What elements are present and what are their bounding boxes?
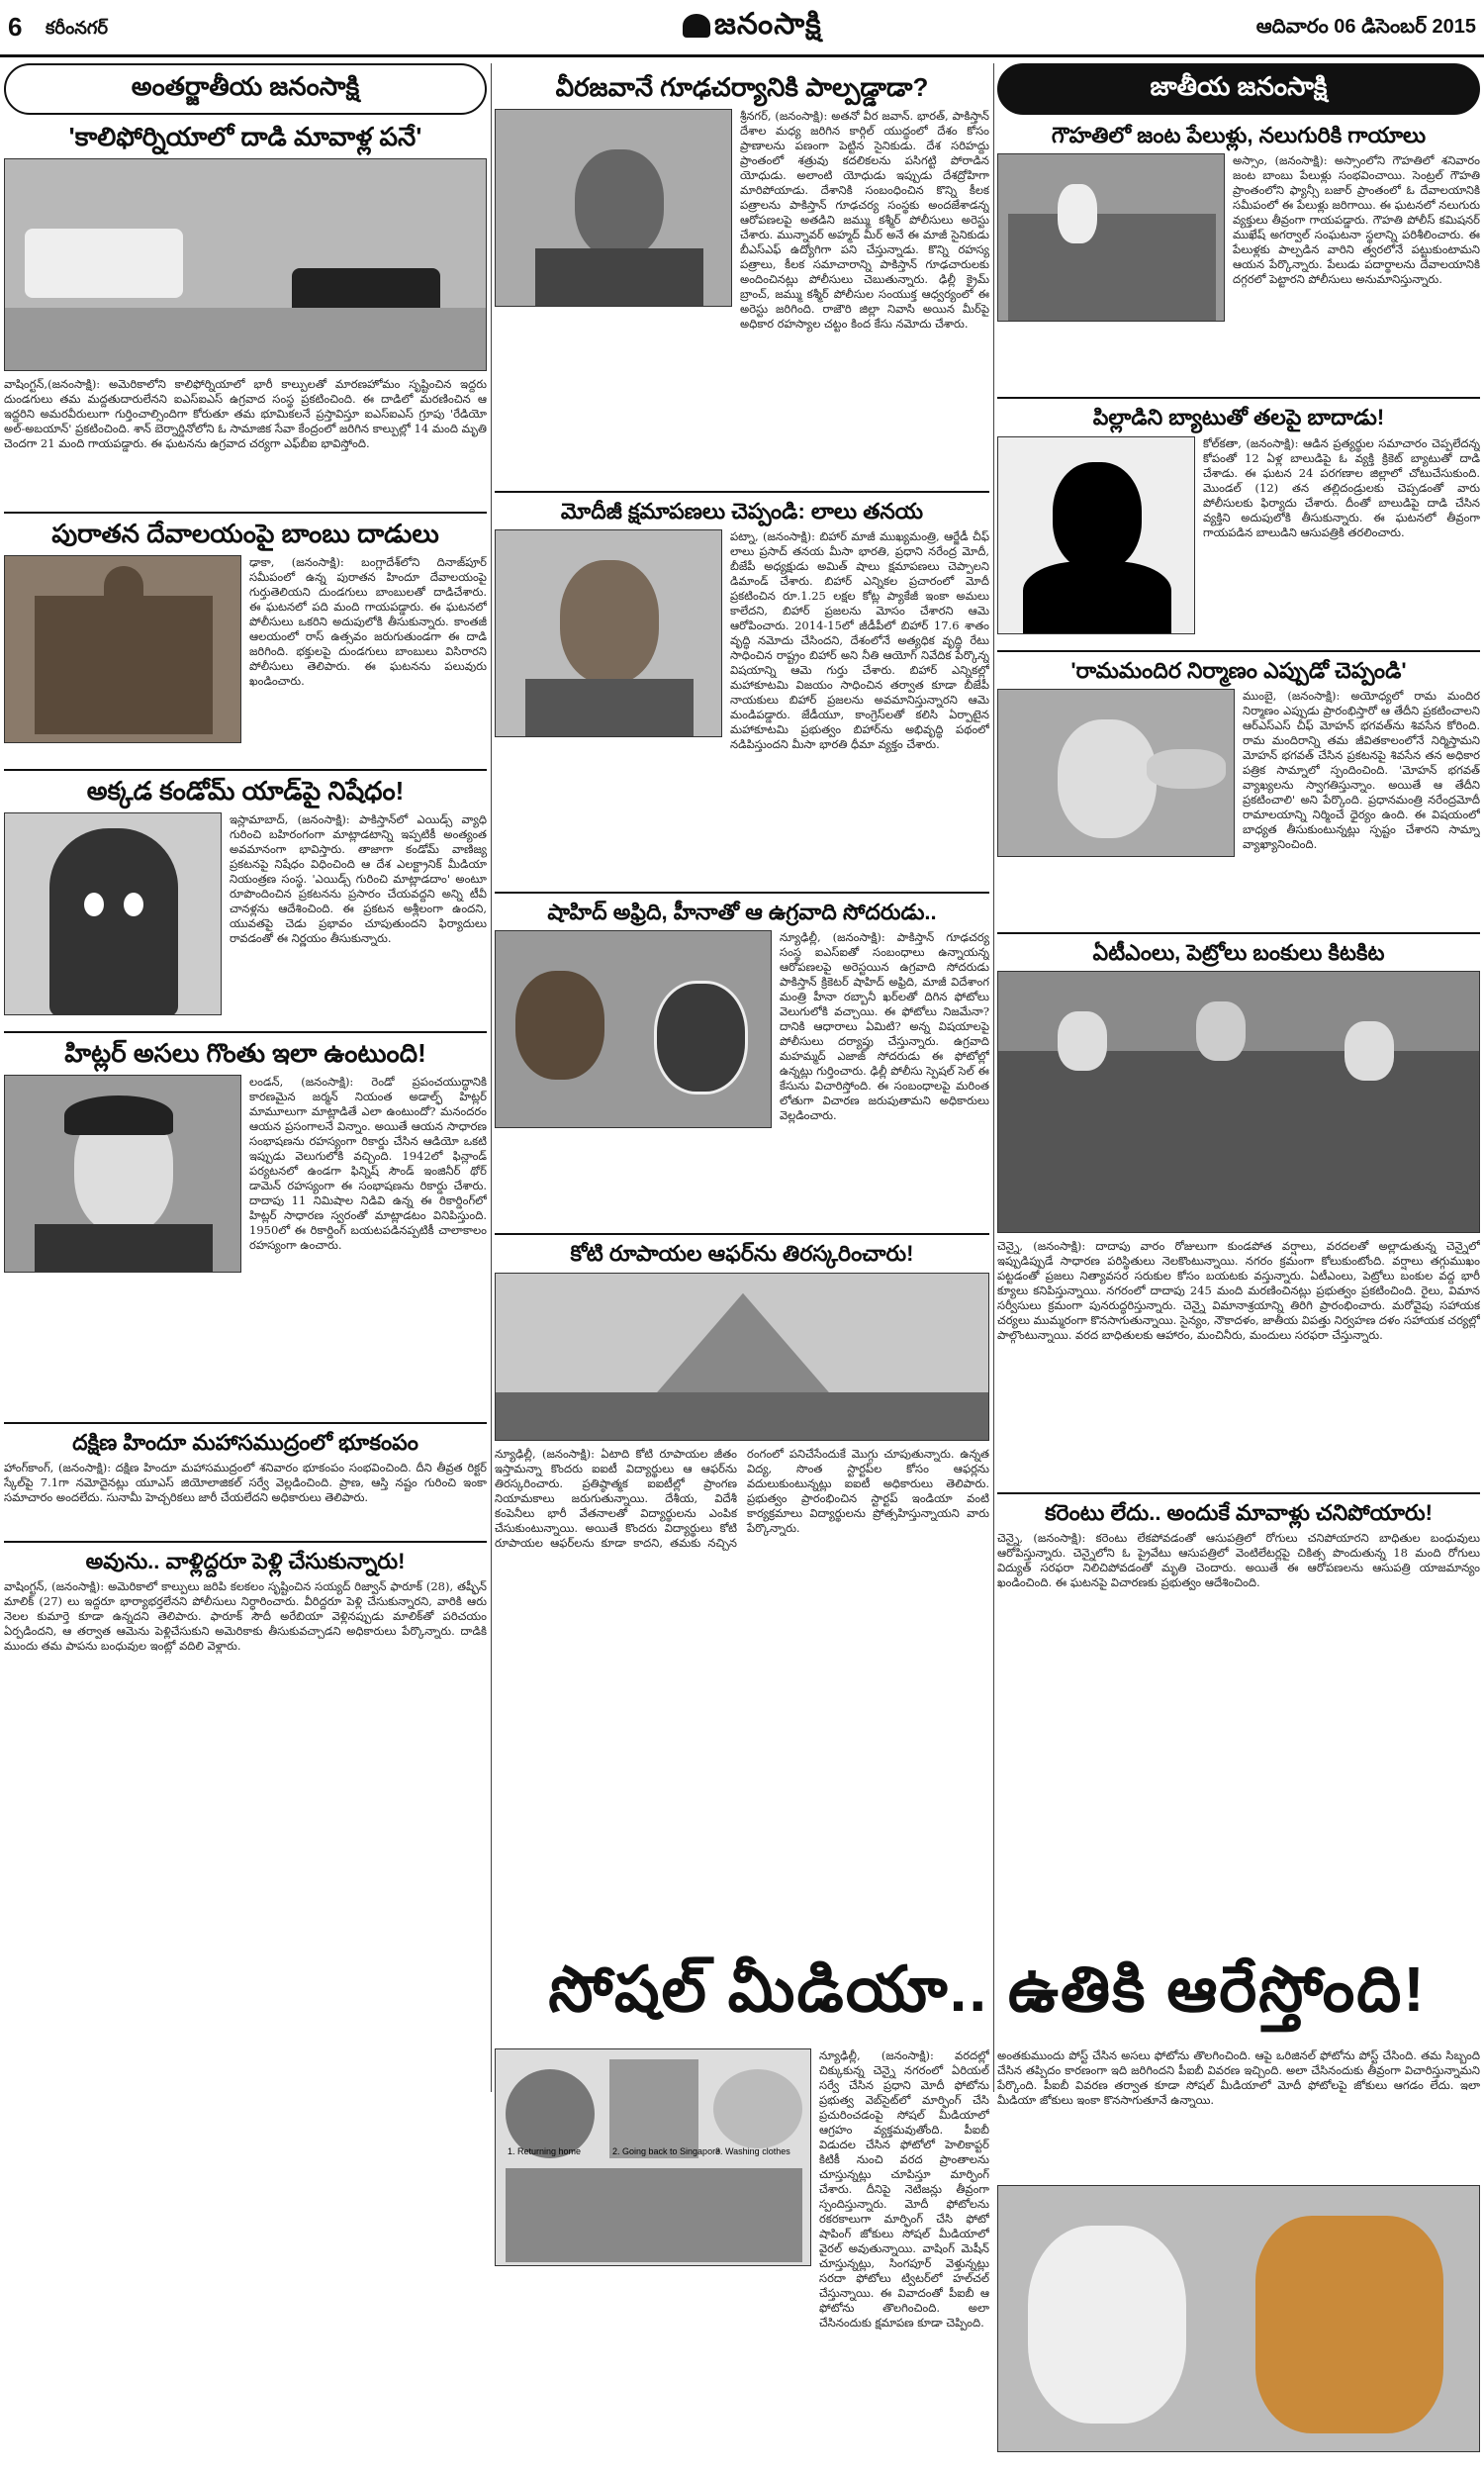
article-headline: దక్షిణ హిందూ మహాసముద్రంలో భూకంపం	[72, 1429, 418, 1455]
edition-name: కరీంనగర్	[46, 18, 108, 38]
article-body: పట్నా, (జనంసాక్షి): బిహార్ మాజీ ముఖ్యమంత్రి, ఆర్జేడీ చీఫ్ లాలు ప్రసాద్ తనయ మీసా భారతి, ప్రధాని నరేంద్ర మోదీ, బీజేపీ అధ్యక్షుడు అమిత్ షాలు క్షమాపణలు చెప్పాలని డిమాండ్ చేశారు. బిహార్ ఎన్నికల ప్రచారంలో మోదీ ప్రకటించిన రూ.1.25 లక్షల కోట్ల ప్యాకేజీ ఇంకా అమలు కాలేదని, బిహార్ ప్రజలను మోసం చేశారని ఆమె ఆరోపించారు. 2014-15లో జీడీపీలో బిహార్ 17.6 శాతం వృద్ధి నమోదు చేసిందని, దేశంలోనే అత్యధిక వృద్ధి రేటు సాధించిన రాష్ట్రం బిహార్ అని నీతి ఆయోగ్ నివేదిక పేర్కొన్న విషయాన్ని ఆమె గుర్తు చేశారు. బిహార్ ఎన్నికల్లో మహాకూటమి విజయం సాధించిన తర్వాత కూడా బీజేపీ నాయకులు బిహార్ ప్రజలను అవమానిస్తున్నారని ఆమె మండిపడ్డారు. జేడీయూ, కాంగ్రెస్‌లతో కలిసి ఏర్పాటైన మహాకూటమి ప్రభుత్వం బిహార్‌ను అభివృద్ధి పథంలో నడిపిస్తుందని మీసా భారతి ధీమా వ్యక్తం చేశారు.	[730, 529, 989, 752]
news-photo	[4, 158, 487, 371]
masthead	[0, 0, 1484, 57]
article-body: న్యూఢిల్లీ, (జనంసాక్షి): వరదల్లో చిక్కుకున్న చెన్నై నగరంలో ఏరియల్ సర్వే చేసిన ప్రధాని మోదీ ఫోటోను ప్రభుత్వ వెబ్‌సైట్‌లో మార్ఫింగ్ చేసి ప్రచురించడంపై సోషల్ మీడియాలో ఆగ్రహం వ్యక్తమవుతోంది. పీఐబీ విడుదల చేసిన ఫోటోలో హెలికాప్టర్ కిటికీ నుంచి వరద ప్రాంతాలను చూస్తున్నట్లు చూపిస్తూ మార్ఫింగ్ చేశారు. దీనిపై నెటిజన్లు తీవ్రంగా స్పందిస్తున్నారు. మోదీ ఫోటోలను రకరకాలుగా మార్ఫింగ్ చేసి ఫోటో షాపింగ్ జోకులు సోషల్ మీడియాలో వైరల్ అవుతున్నాయి. వాషింగ్ మెషీన్ చూస్తున్నట్లు, సింగపూర్ వెళ్తున్నట్లు సరదా ఫోటోలు ట్విటర్‌లో హల్‌చల్ చేస్తున్నాయి. ఈ వివాదంతో పీఐబీ ఆ ఫోటోను తొలగించింది. అలా చేసినందుకు క్షమాపణ కూడా చెప్పింది.	[819, 2048, 989, 2330]
article-headline: వీరజవానే గూఢచర్యానికి పాల్పడ్డాడా?	[555, 72, 929, 102]
international-section	[4, 63, 487, 1837]
article-body: లండన్, (జనంసాక్షి): రెండో ప్రపంచయుద్ధానికి కారణమైన జర్మన్ నియంత అడాల్ఫ్ హిట్లర్ మామూలుగా మాట్లాడితే ఎలా ఉంటుందో? మనందరం ఆయన ప్రసంగాలనే విన్నాం. అయితే ఆయన సాధారణ సంభాషణను రహస్యంగా రికార్డు చేసిన ఆడియో ఒకటి ఇప్పుడు వెలుగులోకి వచ్చింది. 1942లో ఫిన్లాండ్ పర్యటనలో ఉండగా ఫిన్నిష్ సౌండ్ ఇంజినీర్ థోర్ డామెన్ రహస్యంగా ఈ సంభాషణను రికార్డు చేశారు. దాదాపు 11 నిమిషాల నిడివి ఉన్న ఈ రికార్డింగ్‌లో హిట్లర్ సాధారణ స్వరంతో మాట్లాడటం వినిపిస్తుంది. 1950లో ఈ రికార్డింగ్ బయటపడినప్పటికీ చాలాకాలం రహస్యంగా ఉంచారు.	[249, 1074, 487, 1252]
article-body: న్యూఢిల్లీ, (జనంసాక్షి): పాకిస్తాన్ గూఢచర్య సంస్థ ఐఎస్ఐతో సంబంధాలు ఉన్నాయన్న ఆరోపణలపై అరెస్టయిన ఉగ్రవాది సోదరుడు పాకిస్తాన్ క్రికెటర్ షాహిద్ అఫ్రిది, మాజీ విదేశాంగ మంత్రి హీనా రబ్బానీ ఖర్‌లతో దిగిన ఫోటోలు వెలుగులోకి వచ్చాయి. ఈ ఫోటోలు నిజమేనా? దానికి ఆధారాలు ఏమిటి? అన్న విషయాలపై పోలీసులు దర్యాప్తు చేస్తున్నారు. ఉగ్రవాది మహమ్మద్ ఎజాజ్ సోదరుడు ఈ ఫోటోల్లో ఉన్నట్లు గుర్తించారు. ఢిల్లీ పోలీసు స్పెషల్ సెల్ ఈ కేసును విచారిస్తోంది. ఈ సంబంధాలపై మరింత లోతుగా విచారణ జరుపుతామని అధికారులు వెల్లడించారు.	[780, 930, 989, 1123]
article-headline: షాహిద్ అఫ్రిది, హీనాతో ఆ ఉగ్రవాది సోదరుడు..	[547, 900, 937, 925]
petrol-bunk-crowd-photo	[997, 971, 1480, 1233]
article-body: అంతకుముందు పోస్ట్ చేసిన అసలు ఫోటోను తొలగించింది. ఆపై ఒరిజినల్ ఫోటోను పోస్ట్ చేసింది. తమ సిబ్బంది చేసిన తప్పిదం కారణంగా ఇది జరిగిందని పీఐబీ వివరణ ఇచ్చింది. అలా చేసినందుకు తీవ్రంగా విచారిస్తున్నామని పేర్కొంది. పీఐబీ వివరణ తర్వాత కూడా సోషల్ మీడియాలో మోదీ ఫోటోలపై జోకులు ఆగడం లేదు. ఇలా మీడియా జోకులు ఇంకా కొనసాగుతూనే ఉన్నాయి.	[997, 2048, 1480, 2107]
hitler-portrait	[4, 1075, 241, 1273]
social-media-continued	[997, 2048, 1480, 2464]
issue-date: ఆదివారం 06 డిసెంబర్ 2015	[1255, 16, 1476, 38]
temple-photo	[4, 555, 241, 743]
boy-silhouette	[997, 436, 1195, 634]
article-headline: పిల్లాడిని బ్యాటుతో తలపై బాదాడు!	[1092, 405, 1385, 430]
column-divider	[491, 63, 492, 2092]
panel-label: 1. Returning home	[508, 2146, 582, 2156]
article-headline: అవును.. వాళ్లిద్దరూ పెళ్లి చేసుకున్నారు!	[85, 1548, 406, 1573]
social-media-story	[495, 2048, 989, 2464]
article-body: చెన్నై, (జనంసాక్షి): దాదాపు వారం రోజులుగా కుండపోత వర్షాలు, వరదలతో అల్లాడుతున్న చెన్నైలో ఇప్పుడిప్పుడే సాధారణ పరిస్థితులు నెలకొంటున్నాయి. నగరం క్రమంగా కోలుకుంటోంది. వర్షాలు తగ్గుముఖం పట్టడంతో ప్రజలు నిత్యావసర సరుకుల కోసం బయటకు వస్తున్నారు. ఏటీఎంలు, పెట్రోలు బంకుల వద్ద భారీ క్యూలు కనిపిస్తున్నాయి. నగరంలో దాదాపు 245 మంది మరణించినట్లు ప్రభుత్వం ప్రకటించింది. రైలు, విమాన సర్వీసులు క్రమంగా పునరుద్ధరిస్తున్నారు. చెన్నై విమానాశ్రయాన్ని తిరిగి ప్రారంభించారు. మరోవైపు సహాయక చర్యలు ముమ్మరంగా కొనసాగుతున్నాయి. సైన్యం, నౌకాదళం, జాతీయ విపత్తు నిర్వహణ దళం సహాయక చర్యల్లో పాల్గొంటున్నాయి. వరద బాధితులకు ఆహారం, మంచినీరు, మందులు సరఫరా చేస్తున్నారు.	[997, 1239, 1480, 1343]
article-body: ఇస్లామాబాద్, (జనంసాక్షి): పాకిస్తాన్‌లో ఎయిడ్స్ వ్యాధి గురించి బహిరంగంగా మాట్లాడటాన్ని ఇప్పటికీ అంత్యంత అవమానంగా భావిస్తారు. తాజాగా కండోమ్ వాణిజ్య ప్రకటనపై నిషేధం విధించింది ఆ దేశ ఎలక్ట్రానిక్ మీడియా నియంత్రణ సంస్థ. 'ఎయిడ్స్ గురించి మాట్లాడదాం' అంటూ రూపొందించిన ప్రకటనను ప్రసారం చేయవద్దని అన్ని టీవీ చానళ్లను ఆదేశించింది. ఈ ప్రకటన అశ్లీలంగా ఉందని, యువతపై చెడు ప్రభావం చూపుతుందని ఫిర్యాదులు రావడంతో ఈ నిర్ణయం తీసుకున్నారు.	[230, 811, 487, 945]
condom-ad-photo	[4, 812, 222, 1015]
national-section	[997, 63, 1480, 1620]
article-headline: మోదీజీ క్షమాపణలు చెప్పండి: లాలు తనయ	[560, 498, 924, 523]
article-body: చెన్నై, (జనంసాక్షి): కరెంటు లేకపోవడంతో ఆసుపత్రిలో రోగులు చనిపోయారని బాధితుల బంధువులు ఆరోపిస్తున్నారు. చెన్నైలోని ఓ ప్రైవేటు ఆసుపత్రిలో వెంటిలేటర్లపై చికిత్స పొందుతున్న 18 మంది రోగులు విద్యుత్ సరఫరా నిలిచిపోవడంతో మృతి చెందారు. అయితే ఈ ఆరోపణలను ఆసుపత్రి యాజమాన్యం ఖండించింది. ఈ ఘటనపై విచారణకు ప్రభుత్వం ఆదేశించింది.	[997, 1531, 1480, 1590]
article-headline: ఏటీఎంలు, పెట్రోలు బంకులు కిటకిట	[1092, 939, 1385, 965]
article-body: హాంగ్‌కాంగ్, (జనంసాక్షి): దక్షిణ హిందూ మహాసముద్రంలో శనివారం భూకంపం సంభవించింది. దీని తీవ్రత రిక్టర్ స్కేల్‌పై 7.1గా నమోదైనట్లు యూఎస్ జియోలాజికల్ సర్వే వెల్లడించింది. ప్రాణ, ఆస్తి నష్టం గురించి ఇంకా సమాచారం అందలేదు. సునామీ హెచ్చరికలు జారీ చేయలేదని అధికారులు తెలిపారు.	[4, 1460, 487, 1504]
social-media-headline: సోషల్ మీడియా.. ఉతికి ఆరేస్తోంది!	[548, 1953, 1427, 2025]
morphed-modi-photo	[997, 2185, 1480, 2452]
page-number: 6	[8, 12, 23, 42]
article-body: వాషింగ్టన్, (జనంసాక్షి): అమెరికాలో కాల్పులు జరిపి కలకలం సృష్టించిన సయ్యద్ రిజ్వాన్ ఫారూక్ (28), తష్ఫీన్ మాలిక్ (27) లు ఇద్దరూ భార్యాభర్తలేనని పోలీసులు నిర్ధారించారు. వీరిద్దరూ పెళ్లి చేసుకున్నారని, వారికి ఆరు నెలల కుమార్తె కూడా ఉన్నదని తెలిపారు. ఫారూక్ సౌదీ అరేబియా వెళ్లినప్పుడు మాలిక్‌తో పరిచయం ఏర్పడిందని, ఆ తర్వాత ఆమెను పెళ్లిచేసుకుని అమెరికాకు తీసుకువచ్చాడని అధికారులు పేర్కొన్నారు. దాడికి ముందు తమ పాపను బంధువుల ఇంట్లో వదిలి వెళ్లారు.	[4, 1579, 487, 1654]
article-body: వాషింగ్టన్,(జనంసాక్షి): అమెరికాలోని కాలిఫోర్నియాలో భారీ కాల్పులతో మారణహోమం సృష్టించిన ఇద్దరు దుండగులు తమ మద్దతుదారులేనని ఐఎస్ఐఎస్ ఉగ్రవాద సంస్థ ప్రకటించింది. ఈ దాడిలో మరణించిన ఆ ఇద్దరిని అమరవీరులుగా గుర్తించాల్సిందిగా కోరుతూ తమ భూమికలనే ప్రస్తావిస్తూ ఐఎస్ఐఎస్ గ్రూపు 'రేడియో అల్-అబయాన్' ప్రకటించింది. శాన్ బెర్నార్డినోలోని ఓ సామాజిక సేవా కేంద్రంలో జరిగిన కాల్పుల్లో 14 మంది మృతి చెందగా 21 మంది గాయపడ్డారు. ఈ ఘటనను ఉగ్రవాద చర్యగా ఎఫ్‌బీఐ భావిస్తోంది.	[4, 376, 487, 450]
article-headline: 'రామమందిర నిర్మాణం ఎప్పుడో చెప్పండి'	[1070, 657, 1407, 683]
misa-bharti-photo	[495, 529, 722, 737]
blast-scene-photo	[997, 153, 1225, 322]
article-headline: కోటి రూపాయల ఆఫర్‌ను తిరస్కరించారు!	[570, 1241, 914, 1267]
article-body: శ్రీనగర్, (జనంసాక్షి): అతనో వీర జవాన్. భారత్, పాకిస్తాన్ దేశాల మధ్య జరిగిన కార్గిల్ యుద్ధంలో దేశం కోసం ప్రాణాలను పణంగా పెట్టిన సైనికుడు. దేశ సరిహద్దు ప్రాంతంలో శత్రువు కదలికలను పసిగట్టి పోరాడిన యోధుడు. అలాంటి యోధుడు ఇప్పుడు దేశద్రోహిగా మారిపోయాడు. దేశానికి సంబంధించిన కొన్ని కీలక పత్రాలను పాకిస్తాన్ గూఢచర్య సంస్థకు అందజేశాడన్న ఆరోపణలపై అతడిని జమ్ము కశ్మీర్ పోలీసులు అరెస్టు చేశారు. మున్నావర్ అహ్మద్ మీర్ అనే ఈ మాజీ సైనికుడు బీఎస్ఎఫ్ ఉద్యోగిగా పని చేస్తున్నాడు. కొన్ని రహస్య పత్రాలు, కీలక సమాచారాన్ని పాకిస్తాన్ గూఢచారులకు అందించినట్లు పోలీసులు చెబుతున్నారు. ఢిల్లీ క్రైమ్ బ్రాంచ్, జమ్ము కశ్మీర్ పోలీసుల సంయుక్త ఆధ్వర్యంలో ఈ అరెస్టు జరిగింది. రాజౌరి జిల్లా నివాసి అయిన మీర్‌పై అధికార రహస్యాల చట్టం కింద కేసు నమోదు చేశారు.	[740, 108, 989, 331]
logo-icon	[683, 14, 710, 38]
afridi-photo	[495, 930, 772, 1128]
morphed-photos-collage	[495, 2048, 811, 2266]
soldier-photo	[495, 109, 732, 307]
mohan-bhagwat-photo	[997, 689, 1235, 857]
iit-building-photo	[495, 1273, 989, 1441]
article-body: న్యూఢిల్లీ, (జనంసాక్షి): ఏటాది కోటి రూపాయల జీతం ఇస్తామన్నా కొందరు ఐఐటీ విద్యార్థులు ఆ ఆఫర్‌ను తిరస్కరించారు. ప్రతిష్ఠాత్మక ఐఐటీల్లో ప్రాంగణ నియామకాలు జరుగుతున్నాయి. దేశీయ, విదేశీ కంపెనీలు భారీ వేతనాలతో విద్యార్థులను ఎంపిక చేసుకుంటున్నాయి. అయితే కొందరు విద్యార్థులు కోటి రూపాయల ఆఫర్‌లను కూడా కాదని, తమకు నచ్చిన రంగంలో పనిచేసేందుకే మొగ్గు చూపుతున్నారు. ఉన్నత విద్య, సొంత స్టార్టప్‌ల కోసం ఆఫర్లను వదులుకుంటున్నట్లు ఐఐటీ అధికారులు తెలిపారు. ప్రభుత్వం ప్రారంభించిన స్టార్టప్ ఇండియా వంటి కార్యక్రమాలు విద్యార్థులను ప్రోత్సహిస్తున్నాయని వారు పేర్కొన్నారు.	[495, 1446, 989, 1550]
middle-column	[495, 63, 989, 1674]
article-body: కోల్‌కతా, (జనంసాక్షి): ఆడిన ప్రత్యర్థుల సమాచారం చెప్పలేదన్న కోపంతో 12 ఏళ్ల బాలుడిపై ఓ వ్యక్తి క్రికెట్ బ్యాటుతో దాడి చేశాడు. ఈ ఘటన 24 పరగణాల జిల్లాలో చోటుచేసుకుంది. మొండల్ (12) తన తల్లిదండ్రులకు చెప్పడంతో వారు పోలీసులకు ఫిర్యాదు చేశారు. దీంతో బాలుడిపై దాడి చేసిన వ్యక్తిని అదుపులోకి తీసుకున్నారు. ఈ ఘటనలో తీవ్రంగా గాయపడిన బాలుడిని ఆసుపత్రికి తరలించారు.	[1203, 435, 1480, 539]
panel-label: 3. Washing clothes	[715, 2146, 790, 2156]
article-headline: హిట్లర్ అసలు గొంతు ఇలా ఉంటుంది!	[64, 1037, 426, 1068]
article-headline: కరెంటు లేదు.. అందుకే మావాళ్లు చనిపోయారు!	[1045, 1500, 1433, 1526]
article-body: అస్సాం, (జనంసాక్షి): అస్సాంలోని గౌహతిలో శనివారం జంట బాంబు పేలుళ్లు సంభవించాయి. సెంట్రల్ గౌహతి ప్రాంతంలోని ఫ్యాన్సీ బజార్ ప్రాంతంలో ఓ దేవాలయానికి సమీపంలో ఈ పేలుళ్లు జరిగాయి. ఈ ఘటనలో నలుగురు వ్యక్తులు తీవ్రంగా గాయపడ్డారు. గౌహతి పోలీస్ కమిషనర్ ముఖేష్ అగర్వాల్ సంఘటనా స్థలాన్ని పరిశీలించారు. ఈ పేలుళ్లకు పాల్పడిన వారిని త్వరలోనే పట్టుకుంటామని ఆయన పేర్కొన్నారు. పేలుడు పదార్థాలను దేవాలయానికి దగ్గరలో పెట్టారని పోలీసులు అనుమానిస్తున్నారు.	[1233, 153, 1480, 287]
paper-logo	[683, 8, 822, 48]
column-divider	[993, 63, 994, 2092]
panel-label: 2. Going back to Singapore	[612, 2146, 721, 2156]
article-headline: అక్కడ కండోమ్ యాడ్‌పై నిషేధం!	[86, 775, 405, 806]
article-body: ముంబై, (జనంసాక్షి): అయోధ్యలో రామ మందిర నిర్మాణం ఎప్పుడు ప్రారంభిస్తారో ఆ తేదీని ప్రకటించాలని ఆర్ఎస్ఎస్ చీఫ్ మోహన్ భగవత్‌ను శివసేన కోరింది. రామ మందిరాన్ని తమ జీవితకాలంలోనే నిర్మిస్తామని మోహన్ భగవత్ చేసిన ప్రకటనపై శివసేన తన అధికార పత్రిక సామ్నాలో స్పందించింది. 'మోహన్ భగవత్ వ్యాఖ్యలను స్వాగతిస్తున్నాం. అయితే ఆ తేదీని ప్రకటించాలి' అని పేర్కొంది. ప్రధానమంత్రి నరేంద్రమోదీ రామాలయాన్ని నిర్మించే ధైర్యం ఉంది. ఈ విషయంలో బాధ్యత తీసుకుంటున్నట్లు స్పష్టం చేశారని సామ్నా వ్యాఖ్యానించింది.	[1243, 688, 1480, 851]
paper-name: జనంసాక్షి	[714, 8, 822, 41]
article-headline: గౌహతిలో జంట పేలుళ్లు, నలుగురికి గాయాలు	[1051, 123, 1427, 147]
article-headline: పురాతన దేవాలయంపై బాంబు దాడులు	[51, 518, 439, 548]
section-banner: జాతీయ జనంసాక్షి	[997, 63, 1480, 115]
article-body: ఢాకా, (జనంసాక్షి): బంగ్లాదేశ్‌లోని దినాజ్‌పూర్ సమీపంలో ఉన్న పురాతన హిందూ దేవాలయంపై గుర్తుతెలియని దుండగులు బాంబులతో దాడిచేశారు. ఈ ఘటనలో పది మంది గాయపడ్డారు. ఈ ఘటనలో పోలీసులు ఒకరిని అదుపులోకి తీసుకున్నారు. కాంతజీ ఆలయంలో రాస్ ఉత్సవం జరుగుతుండగా ఈ దాడి జరిగింది. భక్తులపై దుండగులు బాంబులు విసిరారని పోలీసులు తెలిపారు. ఈ ఘటనను పలువురు ఖండించారు.	[249, 554, 487, 688]
section-banner: అంతర్జాతీయ జనంసాక్షి	[4, 63, 487, 115]
article-headline: 'కాలిఫోర్నియాలో దాడి మావాళ్ల పనే'	[68, 122, 422, 151]
